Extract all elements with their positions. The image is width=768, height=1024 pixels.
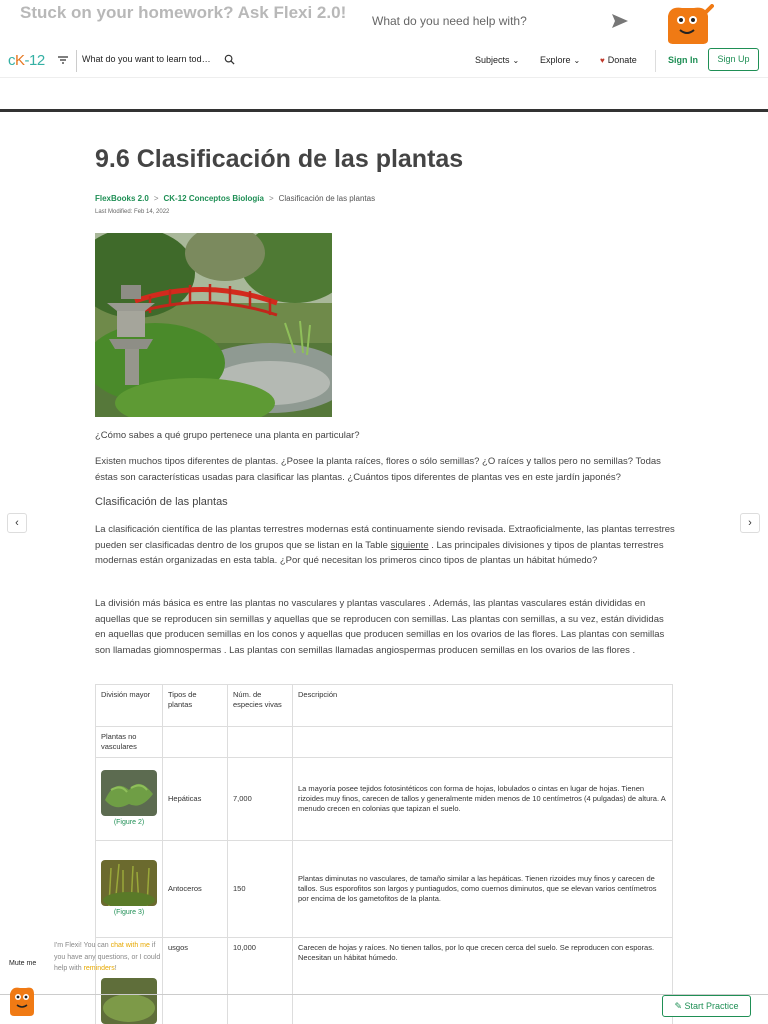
ck12-logo[interactable]: cK-12: [8, 52, 45, 69]
flexi-ask-input[interactable]: What do you need help with?: [372, 14, 527, 28]
description-cell: Carecen de hojas y raíces. No tienen tallos, por lo que crecen cerca del suelo. Se reproducen con esporas. Necesitan un hábitat húmedo.: [293, 938, 673, 1024]
species-count-cell: 10,000: [228, 938, 293, 1024]
practice-icon: ✎: [674, 1001, 685, 1011]
explore-menu[interactable]: Explore ⌄: [540, 55, 581, 65]
flexi-promo[interactable]: Stuck on your homework? Ask Flexi 2.0!: [20, 3, 347, 22]
header-rule: [0, 109, 768, 112]
group-cell: Plantas no vasculares: [96, 727, 163, 758]
breadcrumb-current: Clasificación de las plantas: [278, 194, 376, 203]
previous-arrow-icon[interactable]: ‹: [7, 513, 27, 533]
description-cell: La mayoría posee tejidos fotosintéticos con forma de hojas, lobulados o cintas en lugar de hojas. Tienen rizoides muy finos, carecen de tallos y generalmente miden menos de 10 centímetros (4 pulgadas) de altura. A menudo crecen en colonias que tapizan el suelo.: [293, 758, 673, 841]
flexi-chat-prompt: I'm Flexi! You can chat with me if you have any questions, or I could help with reminders!: [54, 942, 161, 972]
species-count-cell: 7,000: [228, 758, 293, 841]
siguiente-link[interactable]: siguiente: [390, 539, 429, 551]
japanese-garden-image: [95, 233, 332, 417]
bottom-bar: [0, 994, 768, 995]
section-heading: Clasificación de las plantas: [95, 496, 228, 508]
article-header: [95, 145, 675, 215]
heart-icon: ♥: [600, 56, 605, 65]
description-cell: Plantas diminutas no vasculares, de tamaño similar a las hepáticas. Tienen rizoides muy finos y carecen de tallos. Sus esporofitos son largos y puntiagudos, como cuernos diminutos, que se elevan varios centímetros por encima de los gametofitos de la planta.: [293, 841, 673, 938]
send-icon[interactable]: [610, 11, 630, 31]
table-header: Tipos de plantas: [163, 685, 228, 727]
flexi-banner: [0, 0, 768, 44]
nav-separator: [76, 50, 77, 72]
filter-menu-icon[interactable]: [58, 55, 68, 65]
mute-button[interactable]: Mute me: [9, 960, 37, 967]
species-count-cell: 150: [228, 841, 293, 938]
reminders-link[interactable]: reminders: [83, 965, 115, 972]
hornwort-thumbnail[interactable]: [101, 860, 157, 906]
table-row: [96, 727, 673, 758]
donate-link[interactable]: ♥ Donate: [600, 55, 637, 65]
table-header: Núm. de especies vivas: [228, 685, 293, 727]
flexi-mascot-icon[interactable]: [660, 4, 714, 44]
breadcrumb-conceptos-biologia[interactable]: CK-12 Conceptos Biología: [163, 194, 264, 203]
next-arrow-icon[interactable]: ›: [740, 513, 760, 533]
plant-type-cell: Hepáticas: [163, 758, 228, 841]
sign-up-button[interactable]: Sign Up: [708, 48, 759, 71]
last-modified: Last Modified: Feb 14, 2022: [95, 209, 170, 215]
intro-paragraph: Existen muchos tipos diferentes de plantas. ¿Posee la planta raíces, flores o sólo semillas? ¿O raíces y tallos pero no semillas? Todas éstas son características usadas para clasificar las plantas. ¿Cuántos tipos diferentes de plantas ves en este jardín japonés?: [95, 456, 661, 483]
subjects-menu[interactable]: Subjects ⌄: [475, 55, 520, 65]
division-paragraph: La división más básica es entre las plantas no vasculares y plantas vasculares . Además, las plantas vasculares están divididas en aquellas que se reproducen sin semillas y aquellas que se reproducen con semillas. Las plantas con semillas, a su vez, están divididas en aquellas que producen semillas en los conos y aquellas que producen semillas en los ovarios de las flores. Las plantas con semillas son llamadas giomnospermas . Las plantas con semillas llamadas angiospermas producen semillas en los ovarios de las flores .: [95, 598, 665, 656]
table-row: [96, 938, 673, 1024]
plant-type-cell: Antoceros: [163, 841, 228, 938]
table-row: [96, 841, 673, 938]
chevron-down-icon: ⌄: [512, 56, 520, 65]
search-icon[interactable]: [224, 54, 235, 65]
top-nav: [0, 44, 768, 78]
chat-with-me-link[interactable]: chat with me: [110, 942, 150, 949]
table-header: División mayor: [96, 685, 163, 727]
table-header: Descripción: [293, 685, 673, 727]
plant-classification-table: [95, 684, 673, 1024]
figure-link[interactable]: (Figure 3): [113, 909, 145, 916]
moss-thumbnail[interactable]: [101, 978, 157, 1024]
sign-in-link[interactable]: Sign In: [668, 55, 698, 65]
plant-type-cell: usgos: [163, 938, 228, 1024]
breadcrumb: FlexBooks 2.0 > CK-12 Conceptos Biología > Clasificación de las plantas: [95, 194, 376, 203]
question-text: ¿Cómo sabes a qué grupo pertenece una planta en particular?: [95, 430, 360, 441]
figure-link[interactable]: (Figure 2): [113, 819, 145, 826]
liverwort-thumbnail[interactable]: [101, 770, 157, 816]
classification-paragraph: La clasificación científica de las plantas terrestres modernas está continuamente siendo revisada. Extraoficialmente, las plantas terrestres pueden ser clasificadas dentro de los grupos que se listan en la Table siguiente . Las principales divisiones y tipos de plantas terrestres modernas están organizadas en esta tabla. ¿Por qué necesitan los primeros cinco tipos de plantas un hábitat húmedo?: [95, 524, 675, 566]
table-row: [96, 758, 673, 841]
flexi-avatar-icon[interactable]: [6, 984, 38, 1016]
nav-divider: [655, 50, 656, 72]
search-input[interactable]: What do you want to learn tod…: [82, 54, 211, 64]
breadcrumb-flexbooks[interactable]: FlexBooks 2.0: [95, 194, 149, 203]
start-practice-button[interactable]: ✎ Start Practice: [662, 995, 751, 1017]
chevron-down-icon: ⌄: [573, 56, 581, 65]
page-title: 9.6 Clasificación de las plantas: [95, 145, 464, 173]
